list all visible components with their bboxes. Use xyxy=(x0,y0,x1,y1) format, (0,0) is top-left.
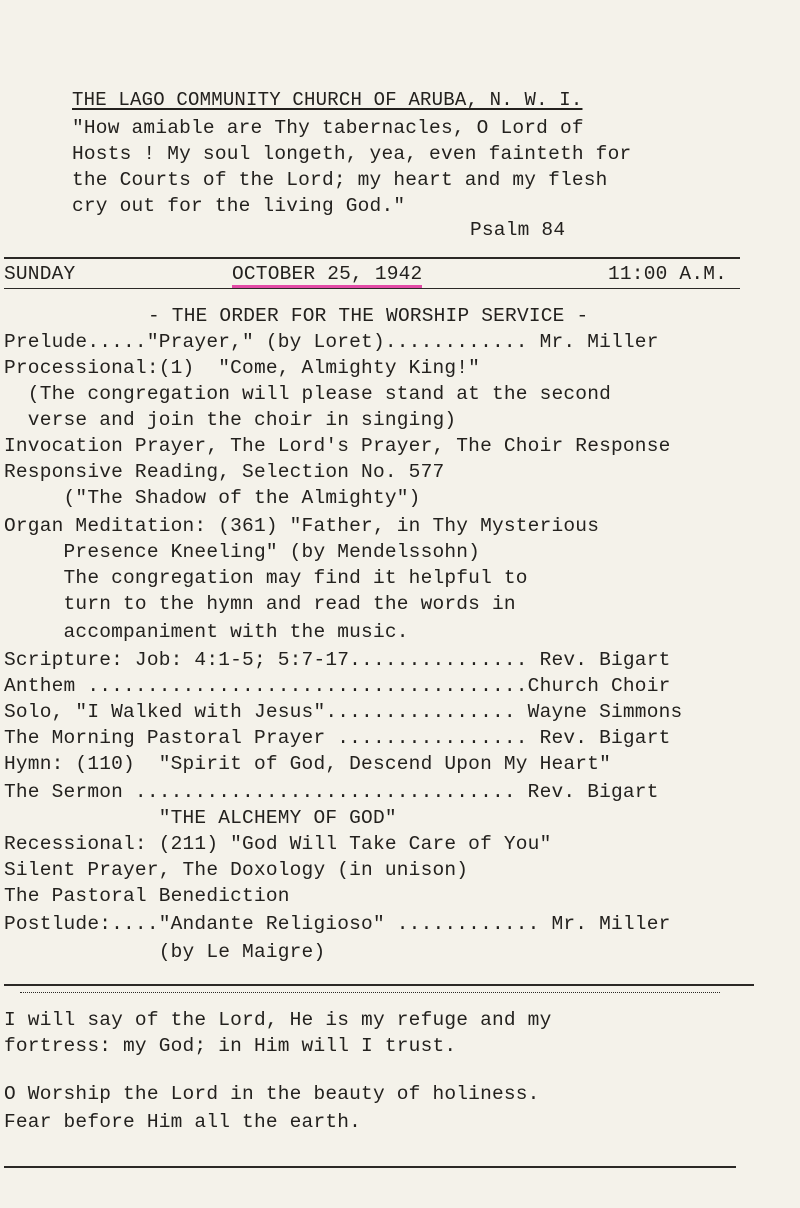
order-line: Solo, "I Walked with Jesus"................ Wayne Simmons xyxy=(4,701,683,723)
quote-line: Hosts ! My soul longeth, yea, even fainteth for xyxy=(72,143,632,165)
date-text: OCTOBER 25, 1942 xyxy=(232,263,422,288)
dateline-top-rule xyxy=(4,257,740,259)
dateline-bottom-rule xyxy=(4,288,740,289)
closing-verse-line: fortress: my God; in Him will I trust. xyxy=(4,1035,457,1057)
order-line: Postlude:...."Andante Religioso" ............ Mr. Miller xyxy=(4,913,671,935)
quote-line: the Courts of the Lord; my heart and my flesh xyxy=(72,169,608,191)
quote-line: "How amiable are Thy tabernacles, O Lord of xyxy=(72,117,584,139)
order-line: Recessional: (211) "God Will Take Care of You" xyxy=(4,833,552,855)
section-divider xyxy=(4,984,754,986)
closing-verse-line: I will say of the Lord, He is my refuge and my xyxy=(4,1009,552,1031)
order-line: The Pastoral Benediction xyxy=(4,885,290,907)
order-line: Organ Meditation: (361) "Father, in Thy Mysterious xyxy=(4,515,600,537)
order-line: (The congregation will please stand at the second xyxy=(4,383,611,405)
order-line: ("The Shadow of the Almighty") xyxy=(4,487,421,509)
order-line: Presence Kneeling" (by Mendelssohn) xyxy=(4,541,481,563)
order-line: Scripture: Job: 4:1-5; 5:7-17............... Rev. Bigart xyxy=(4,649,671,671)
order-line: The congregation may find it helpful to xyxy=(4,567,528,589)
order-title: - THE ORDER FOR THE WORSHIP SERVICE - xyxy=(148,305,589,327)
dateline-date xyxy=(232,262,422,286)
dateline-time: 11:00 A.M. xyxy=(608,263,728,285)
order-line: The Sermon ................................ Rev. Bigart xyxy=(4,781,659,803)
order-line: Prelude....."Prayer," (by Loret)............ Mr. Miller xyxy=(4,331,659,353)
order-line: turn to the hymn and read the words in xyxy=(4,593,516,615)
order-line: Hymn: (110) "Spirit of God, Descend Upon My Heart" xyxy=(4,753,611,775)
quote-source: Psalm 84 xyxy=(470,219,566,241)
quote-line: cry out for the living God." xyxy=(72,195,406,217)
order-line: "THE ALCHEMY OF GOD" xyxy=(4,807,397,829)
church-name: THE LAGO COMMUNITY CHURCH OF ARUBA, N. W. I. xyxy=(72,89,583,111)
order-line: accompaniment with the music. xyxy=(4,621,409,643)
bottom-rule xyxy=(4,1166,736,1168)
order-line: The Morning Pastoral Prayer ................ Rev. Bigart xyxy=(4,727,671,749)
order-line: Anthem .....................................Church Choir xyxy=(4,675,671,697)
dateline-day: SUNDAY xyxy=(4,263,76,285)
closing-verse-line: O Worship the Lord in the beauty of holiness. xyxy=(4,1083,540,1105)
order-line: Invocation Prayer, The Lord's Prayer, The Choir Response xyxy=(4,435,671,457)
closing-verse-line: Fear before Him all the earth. xyxy=(4,1111,362,1133)
section-divider-dots xyxy=(20,992,720,993)
order-line: Silent Prayer, The Doxology (in unison) xyxy=(4,859,469,881)
order-line: Processional:(1) "Come, Almighty King!" xyxy=(4,357,481,379)
order-line: Responsive Reading, Selection No. 577 xyxy=(4,461,445,483)
order-line: (by Le Maigre) xyxy=(4,941,326,963)
order-line: verse and join the choir in singing) xyxy=(4,409,457,431)
